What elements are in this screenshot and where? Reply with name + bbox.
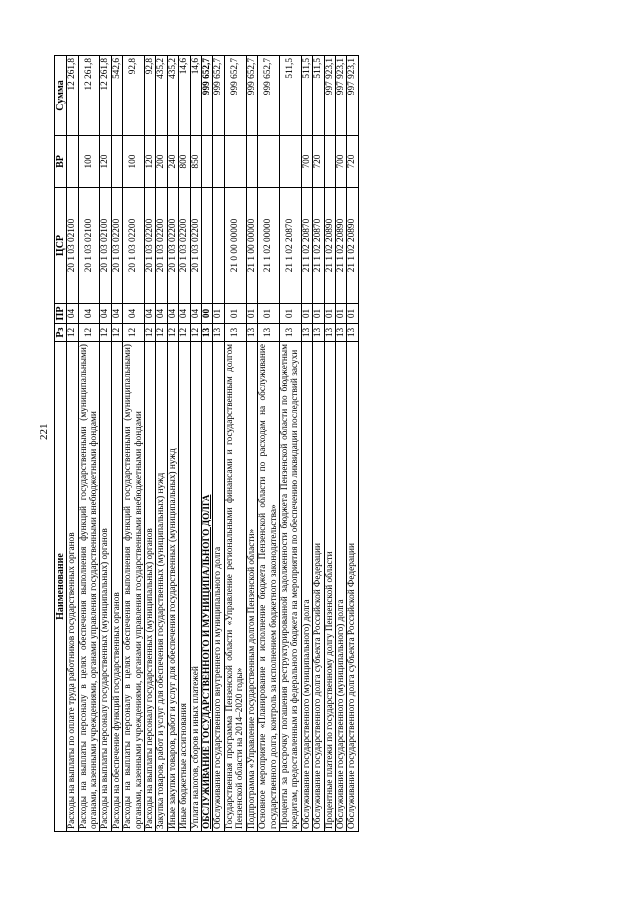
cell-pr: 01 (301, 304, 312, 324)
table-row (258, 56, 280, 832)
cell-vr: 700 (301, 136, 312, 188)
cell-pr: 04 (156, 304, 167, 324)
cell-csr: 20 1 03 02200 (145, 188, 156, 304)
cell-rz: 12 (167, 324, 178, 342)
cell-name: Обслуживание государственного долга субъекта Российской Федерации (313, 342, 324, 832)
rotated-table-wrapper (54, 56, 554, 832)
cell-pr: 04 (100, 304, 111, 324)
cell-rz: 12 (100, 324, 111, 342)
table-row (145, 56, 156, 832)
cell-pr: 01 (258, 304, 280, 324)
cell-name: Расходы на обеспечение функций государственных органов (111, 342, 122, 832)
cell-rz: 13 (258, 324, 280, 342)
cell-vr: 800 (179, 136, 190, 188)
cell-rz: 12 (179, 324, 190, 342)
cell-rz: 13 (279, 324, 301, 342)
cell-sum: 999 652,7 (213, 56, 224, 136)
table-row (224, 56, 246, 832)
cell-sum: 999 652,7 (258, 56, 280, 136)
cell-sum: 999 652,7 (224, 56, 246, 136)
cell-name: Расходы на выплаты персоналу государственных (муниципальных) органов (145, 342, 156, 832)
cell-sum: 14,6 (179, 56, 190, 136)
cell-rz: 13 (246, 324, 257, 342)
cell-vr (111, 136, 122, 188)
cell-vr: 720 (313, 136, 324, 188)
header-rz: Рз (55, 324, 67, 342)
table-row (313, 56, 324, 832)
cell-csr: 20 1 03 02200 (111, 188, 122, 304)
table-header-row (55, 56, 67, 832)
budget-table (54, 55, 359, 832)
cell-csr: 20 1 03 02100 (78, 188, 100, 304)
cell-pr: 01 (224, 304, 246, 324)
table-row (123, 56, 145, 832)
table-row (179, 56, 190, 832)
cell-pr: 01 (347, 304, 358, 324)
cell-name: Основное мероприятие «Планирование и исполнение бюджета Пензенской области по расходам на обслуживание государственного долга, контроль за исполнением бюджетного законодательства» (258, 342, 280, 832)
header-vr: ВР (55, 136, 67, 188)
cell-name: Государственная программа Пензенской области «Управление региональными финансами и государственным долгом Пензенской области на 2014–2020 годы» (224, 342, 246, 832)
cell-vr (279, 136, 301, 188)
header-sum: Сумма (55, 56, 67, 136)
table-row (100, 56, 111, 832)
cell-name: Расходы на выплаты персоналу в целях обеспечения выполнения функций государственными (муниципальными) органами, казенными учреждениями, органами управления государственными внебюджетными фондами (78, 342, 100, 832)
cell-vr: 120 (100, 136, 111, 188)
cell-pr: 04 (179, 304, 190, 324)
page-number: 221 (38, 423, 50, 440)
table-row (78, 56, 100, 832)
cell-csr: 20 1 03 02200 (179, 188, 190, 304)
cell-sum: 92,8 (123, 56, 145, 136)
table-row (111, 56, 122, 832)
cell-rz: 12 (111, 324, 122, 342)
cell-rz: 13 (213, 324, 224, 342)
cell-pr: 01 (213, 304, 224, 324)
cell-rz: 13 (347, 324, 358, 342)
cell-sum: 12 261,8 (78, 56, 100, 136)
cell-csr: 21 0 00 00000 (224, 188, 246, 304)
cell-csr: 20 1 03 02100 (67, 188, 78, 304)
cell-csr: 21 1 02 00000 (258, 188, 280, 304)
cell-csr: 21 1 00 00000 (246, 188, 257, 304)
cell-vr (202, 136, 213, 188)
cell-rz: 13 (224, 324, 246, 342)
cell-rz: 12 (78, 324, 100, 342)
cell-pr: 04 (111, 304, 122, 324)
table-row (67, 56, 78, 832)
cell-sum: 435,2 (156, 56, 167, 136)
cell-rz: 13 (313, 324, 324, 342)
table-body (67, 56, 359, 832)
cell-pr: 01 (279, 304, 301, 324)
table-row (324, 56, 335, 832)
cell-csr: 20 1 03 02100 (100, 188, 111, 304)
cell-sum: 542,6 (111, 56, 122, 136)
cell-vr: 200 (156, 136, 167, 188)
cell-sum: 12 261,8 (67, 56, 78, 136)
cell-name: Расходы на выплаты персоналу в целях обеспечения выполнения функций государственными (муниципальными) органами, казенными учреждениями, органами управления государственными внебюджетными фондами (123, 342, 145, 832)
cell-csr: 21 1 02 20890 (347, 188, 358, 304)
table-row (213, 56, 224, 832)
cell-sum: 999 652,7 (246, 56, 257, 136)
cell-name: Обслуживание государственного долга субъекта Российской Федерации (347, 342, 358, 832)
cell-name: Проценты за рассрочку погашения реструктурированной задолженности бюджета Пензенской области по бюджетным кредитам, предоставленным из федерального бюджета на мероприятия по обеспечению ликвидации последствий засухи (279, 342, 301, 832)
cell-name: Обслуживание государственного внутреннего и муниципального долга (213, 342, 224, 832)
cell-name: Обслуживание государственного (муниципального) долга (301, 342, 312, 832)
cell-csr: 21 1 02 20870 (301, 188, 312, 304)
cell-sum: 997 923,1 (324, 56, 335, 136)
cell-name: ОБСЛУЖИВАНИЕ ГОСУДАРСТВЕННОГО И МУНИЦИПАЛЬНОГО ДОЛГА (202, 342, 213, 832)
cell-vr (224, 136, 246, 188)
cell-vr (67, 136, 78, 188)
cell-sum: 12 261,8 (100, 56, 111, 136)
cell-vr: 240 (167, 136, 178, 188)
cell-rz: 12 (67, 324, 78, 342)
cell-name: Иные закупки товаров, работ и услуг для обеспечения государственных (муниципальных) нужд (167, 342, 178, 832)
cell-rz: 13 (202, 324, 213, 342)
cell-pr: 01 (324, 304, 335, 324)
cell-pr: 04 (78, 304, 100, 324)
cell-csr: 20 1 03 02200 (167, 188, 178, 304)
cell-sum: 997 923,1 (335, 56, 346, 136)
table-row (347, 56, 358, 832)
cell-sum: 435,2 (167, 56, 178, 136)
cell-sum: 92,8 (145, 56, 156, 136)
cell-pr: 04 (123, 304, 145, 324)
cell-vr: 720 (347, 136, 358, 188)
cell-vr (246, 136, 257, 188)
table-row (301, 56, 312, 832)
cell-vr (324, 136, 335, 188)
cell-sum: 511,5 (301, 56, 312, 136)
cell-csr: 21 1 02 20890 (324, 188, 335, 304)
cell-vr (213, 136, 224, 188)
cell-sum: 14,6 (190, 56, 201, 136)
cell-csr: 21 1 02 20870 (279, 188, 301, 304)
cell-name: Расходы на выплаты персоналу государственных (муниципальных) органов (100, 342, 111, 832)
table-row (335, 56, 346, 832)
table-row (167, 56, 178, 832)
cell-pr: 01 (313, 304, 324, 324)
table-row (202, 56, 213, 832)
cell-name: Иные бюджетные ассигнования (179, 342, 190, 832)
cell-csr: 21 1 02 20890 (335, 188, 346, 304)
cell-pr: 04 (167, 304, 178, 324)
cell-pr: 01 (246, 304, 257, 324)
cell-name: Расходы на выплаты по оплате труда работников государственных органов (67, 342, 78, 832)
cell-name: Уплата налогов, сборов и иных платежей (190, 342, 201, 832)
cell-name: Процентные платежи по государственному долгу Пензенской области (324, 342, 335, 832)
cell-vr: 100 (78, 136, 100, 188)
cell-csr (202, 188, 213, 304)
cell-vr (258, 136, 280, 188)
table-row (156, 56, 167, 832)
cell-rz: 12 (145, 324, 156, 342)
cell-rz: 12 (156, 324, 167, 342)
cell-name: Подпрограмма «Управление государственным долгом Пензенской области» (246, 342, 257, 832)
cell-pr: 04 (67, 304, 78, 324)
cell-csr: 20 1 03 02200 (123, 188, 145, 304)
header-csr: ЦСР (55, 188, 67, 304)
cell-pr: 00 (202, 304, 213, 324)
table-row (190, 56, 201, 832)
header-name: Наименование (55, 342, 67, 832)
table-row (246, 56, 257, 832)
cell-sum: 999 652,7 (202, 56, 213, 136)
cell-rz: 12 (123, 324, 145, 342)
cell-rz: 13 (301, 324, 312, 342)
cell-pr: 01 (335, 304, 346, 324)
cell-vr: 100 (123, 136, 145, 188)
cell-vr: 700 (335, 136, 346, 188)
cell-csr (213, 188, 224, 304)
cell-vr: 120 (145, 136, 156, 188)
cell-csr: 20 1 03 02200 (156, 188, 167, 304)
cell-csr: 21 1 02 20870 (313, 188, 324, 304)
cell-sum: 511,5 (313, 56, 324, 136)
cell-name: Закупка товаров, работ и услуг для обеспечения государственных (муниципальных) нужд (156, 342, 167, 832)
table-row (279, 56, 301, 832)
cell-sum: 511,5 (279, 56, 301, 136)
cell-csr: 20 1 03 02200 (190, 188, 201, 304)
cell-sum: 997 923,1 (347, 56, 358, 136)
cell-name: Обслуживание государственного (муниципального) долга (335, 342, 346, 832)
cell-rz: 12 (190, 324, 201, 342)
cell-vr: 850 (190, 136, 201, 188)
cell-rz: 13 (335, 324, 346, 342)
header-pr: ПР (55, 304, 67, 324)
cell-pr: 04 (145, 304, 156, 324)
cell-pr: 04 (190, 304, 201, 324)
cell-rz: 13 (324, 324, 335, 342)
